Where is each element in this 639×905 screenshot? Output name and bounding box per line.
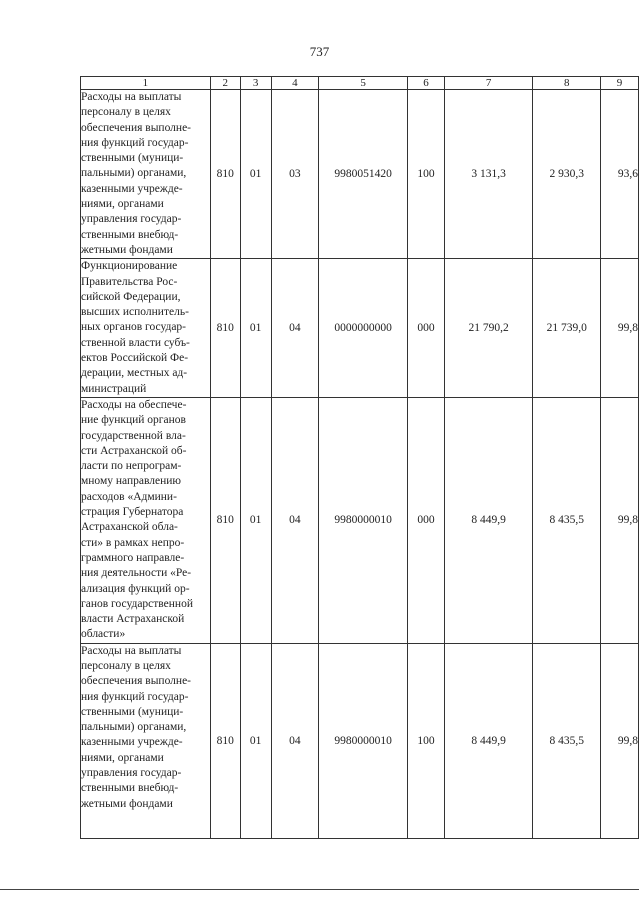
cell-subsection-code: 04 xyxy=(271,643,319,838)
cell-ministry-code: 810 xyxy=(210,643,240,838)
cell-section-code: 01 xyxy=(240,397,271,643)
cell-target-article: 9980000010 xyxy=(319,643,408,838)
row-description: Расходы на обеспече- ние функций органов государственной вла- сти Астраханской об- ласти по непрограм- мному направлению расходов «Админи- страция Губернатора Астраханской обла- сти» в рамках непро- граммного направле- ния деятельности «Ре- ализация функций ор- ганов государственной власти Астраханской области» xyxy=(81,397,211,643)
cell-subsection-code: 04 xyxy=(271,397,319,643)
cell-actual-amount: 21 739,0 xyxy=(533,259,601,398)
cell-actual-amount: 8 435,5 xyxy=(533,643,601,838)
cell-target-article: 9980051420 xyxy=(319,90,408,259)
header-cell: 5 xyxy=(319,77,408,90)
cell-ministry-code: 810 xyxy=(210,259,240,398)
header-cell: 6 xyxy=(408,77,445,90)
cell-percent: 93,6 xyxy=(601,90,639,259)
header-cell: 8 xyxy=(533,77,601,90)
cell-subsection-code: 03 xyxy=(271,90,319,259)
cell-expense-type: 000 xyxy=(408,397,445,643)
cell-planned-amount: 21 790,2 xyxy=(444,259,533,398)
row-description: Расходы на выплаты персоналу в целях обеспечения выполне- ния функций государ- ственными (муници- пальными) органами, казенными учрежде- ниями, органами управления государ- ственными внебюд- жетными фондами xyxy=(81,90,211,259)
header-cell: 3 xyxy=(240,77,271,90)
cell-target-article: 9980000010 xyxy=(319,397,408,643)
table-row xyxy=(81,397,639,643)
cell-subsection-code: 04 xyxy=(271,259,319,398)
cell-actual-amount: 2 930,3 xyxy=(533,90,601,259)
cell-planned-amount: 3 131,3 xyxy=(444,90,533,259)
header-cell: 2 xyxy=(210,77,240,90)
cell-percent: 99,8 xyxy=(601,397,639,643)
header-cell: 7 xyxy=(444,77,533,90)
cell-expense-type: 000 xyxy=(408,259,445,398)
table-row xyxy=(81,259,639,398)
cell-planned-amount: 8 449,9 xyxy=(444,397,533,643)
header-cell: 9 xyxy=(601,77,639,90)
cell-ministry-code: 810 xyxy=(210,90,240,259)
cell-percent: 99,8 xyxy=(601,259,639,398)
header-row xyxy=(81,77,639,90)
cell-planned-amount: 8 449,9 xyxy=(444,643,533,838)
cell-ministry-code: 810 xyxy=(210,397,240,643)
cell-actual-amount: 8 435,5 xyxy=(533,397,601,643)
cell-section-code: 01 xyxy=(240,90,271,259)
table-row xyxy=(81,643,639,838)
table-row xyxy=(81,90,639,259)
header-cell: 1 xyxy=(81,77,211,90)
budget-table xyxy=(80,76,639,839)
footer-divider xyxy=(0,889,639,890)
cell-section-code: 01 xyxy=(240,643,271,838)
page-number: 737 xyxy=(309,44,330,59)
cell-expense-type: 100 xyxy=(408,90,445,259)
cell-target-article: 0000000000 xyxy=(319,259,408,398)
cell-percent: 99,8 xyxy=(601,643,639,838)
row-description: Расходы на выплаты персоналу в целях обеспечения выполне- ния функций государ- ственными (муници- пальными) органами, казенными учрежде- ниями, органами управления государ- ственными внебюд- жетными фондами xyxy=(81,643,211,838)
cell-section-code: 01 xyxy=(240,259,271,398)
header-cell: 4 xyxy=(271,77,319,90)
row-description: Функционирование Правительства Рос- сийской Федерации, высших исполнитель- ных органов государ- ственной власти субъ- ектов Российской Фе- дерации, местных ад- министраций xyxy=(81,259,211,398)
cell-expense-type: 100 xyxy=(408,643,445,838)
